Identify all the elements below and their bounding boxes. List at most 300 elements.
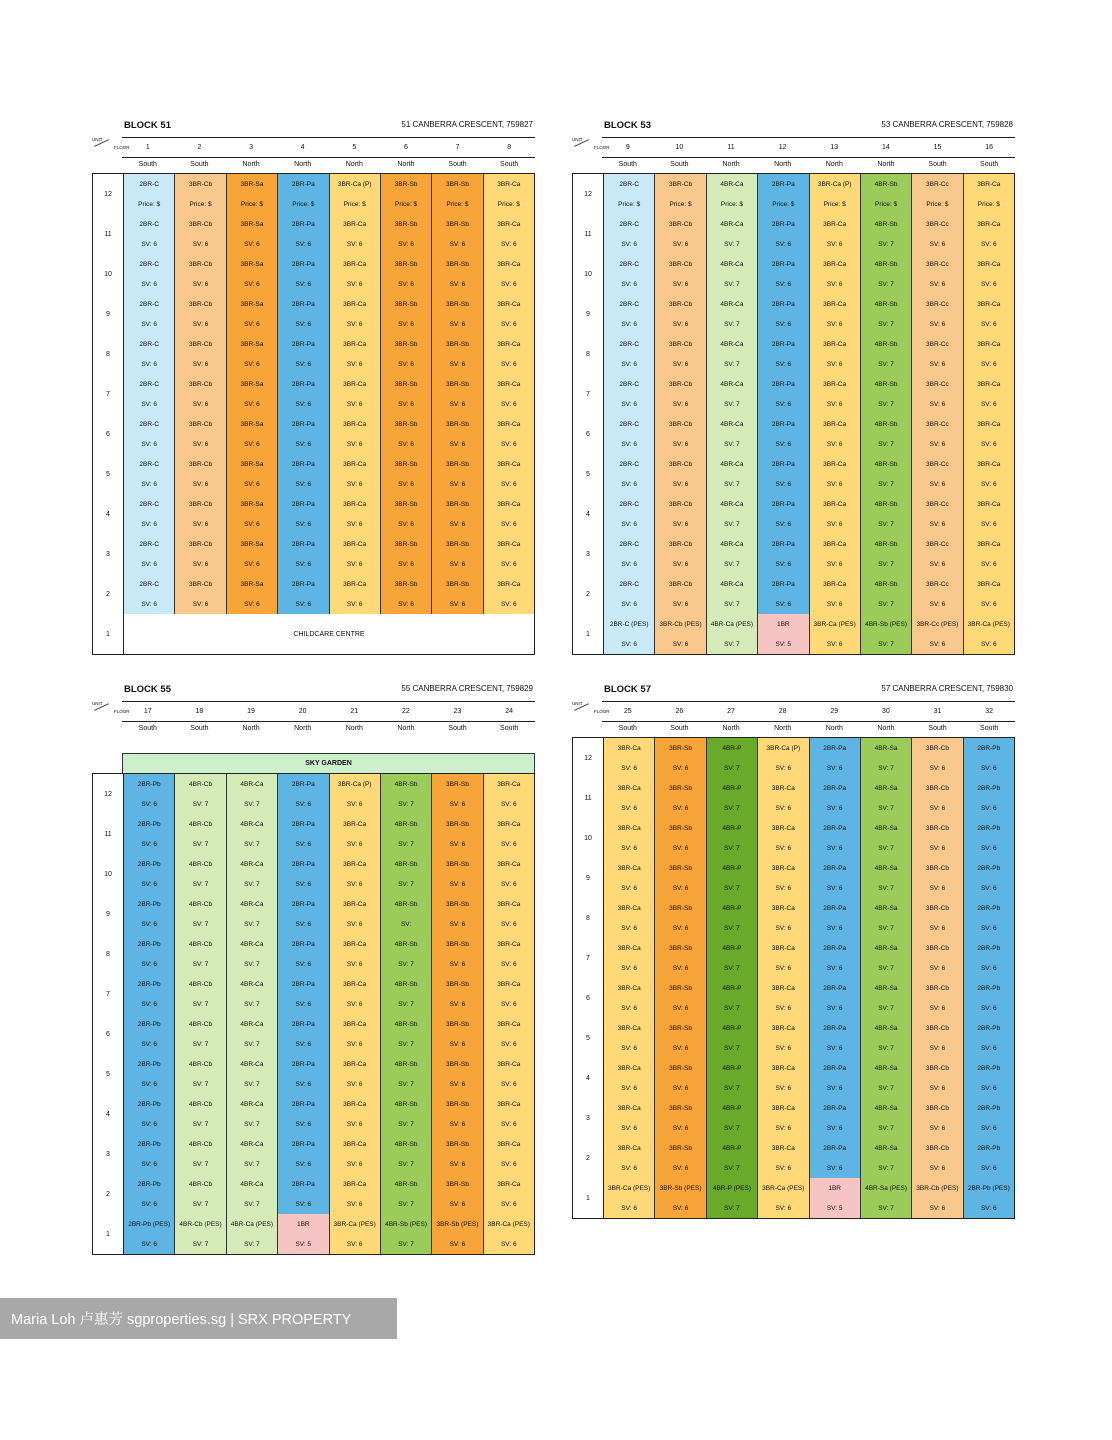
unit-type: 3BR-Ca (617, 1104, 641, 1112)
unit-cell (381, 454, 432, 494)
unit-cell (912, 1098, 963, 1138)
unit-cell (707, 454, 758, 494)
unit-sv: SV: 6 (826, 764, 843, 772)
unit-type: 2BR-Pb (PES) (967, 1184, 1010, 1192)
unit-type: 3BR-Sb (446, 860, 469, 868)
unit-cell (758, 1138, 809, 1178)
unit-type: 2BR-C (619, 580, 639, 588)
unit-type: 3BR-Cc (926, 260, 949, 268)
unit-type: 2BR-Pa (291, 1060, 315, 1068)
unit-type: 3BR-Ca (977, 420, 1001, 428)
unit-cell (707, 1018, 758, 1058)
unit-type: 3BR-Ca (823, 500, 847, 508)
unit-type: 3BR-Cb (925, 984, 949, 992)
unit-cell (484, 1094, 534, 1134)
unit-number: 7 (455, 144, 460, 151)
unit-type: 3BR-Sb (446, 540, 469, 548)
unit-number: 4 (300, 144, 305, 151)
floor-units (604, 738, 1014, 778)
unit-sv: SV: 6 (500, 1240, 517, 1248)
unit-cell (124, 334, 175, 374)
unit-type: 3BR-Sb (669, 1064, 692, 1072)
unit-sv: SV: 6 (621, 844, 638, 852)
unit-cell (707, 898, 758, 938)
childcare-centre: CHILDCARE CENTRE (124, 614, 534, 654)
unit-sv: SV: 6 (295, 880, 312, 888)
floor-row (93, 934, 534, 976)
unit-sv: SV: 6 (244, 240, 260, 248)
unit-cell (381, 974, 432, 1014)
unit-type: 4BR-Cb (189, 820, 213, 828)
unit-type: 4BR-Ca (720, 500, 744, 508)
unit-sv: SV: 7 (192, 1160, 209, 1168)
floor-units (124, 174, 534, 214)
unit-cell (810, 898, 861, 938)
unit-sv: SV: 7 (724, 480, 740, 488)
unit-cell (124, 214, 175, 254)
unit-type: 3BR-Cb (669, 580, 693, 588)
corner-unit-label: UNIT (572, 701, 583, 706)
unit-cell (484, 534, 534, 574)
unit-cell (912, 334, 963, 374)
unit-cell (484, 814, 534, 854)
floor-number: 5 (93, 454, 124, 494)
unit-number: 31 (933, 708, 942, 715)
unit-cell (707, 534, 758, 574)
unit-type: 3BR-Sb (669, 784, 692, 792)
floor-row (93, 1174, 534, 1216)
unit-sv: SV: 6 (672, 844, 689, 852)
unit-sv: SV: 6 (672, 1084, 689, 1092)
unit-type: 4BR-Sb (PES) (385, 1220, 428, 1228)
unit-type: 2BR-C (619, 540, 639, 548)
unit-type: 3BR-Ca (617, 1024, 641, 1032)
unit-cell (655, 1018, 706, 1058)
unit-type: 3BR-Sb (669, 744, 692, 752)
unit-cell (432, 414, 483, 454)
unit-sv: SV: 6 (826, 560, 843, 568)
unit-type: 3BR-Cb (189, 380, 213, 388)
floor-row (93, 974, 534, 1016)
unit-type: 4BR-P (PES) (712, 1184, 752, 1192)
unit-price: Price: $ (395, 200, 418, 208)
unit-sv: SV: 6 (398, 320, 414, 328)
unit-cell (227, 854, 278, 894)
unit-sv: SV: 6 (621, 1124, 638, 1132)
floor-number: 1 (93, 614, 124, 654)
unit-sv: SV: 6 (141, 520, 158, 528)
unit-sv: SV: 6 (500, 560, 517, 568)
unit-cell (175, 334, 226, 374)
facing-label: South (618, 161, 637, 168)
floor-number: 6 (93, 1014, 124, 1054)
unit-number: 20 (298, 708, 307, 715)
unit-sv: SV: 6 (621, 924, 638, 932)
unit-sv: SV: 6 (980, 844, 997, 852)
unit-sv: SV: 6 (980, 1044, 997, 1052)
floor-number: 2 (573, 574, 604, 614)
header-rule (602, 137, 1015, 138)
floor-row (573, 818, 1014, 860)
unit-type: 4BR-Sa (874, 824, 898, 832)
unit-cell (758, 858, 809, 898)
unit-sv: SV: 7 (244, 1160, 260, 1168)
unit-cell (432, 374, 483, 414)
unit-sv: SV: 6 (449, 1200, 466, 1208)
unit-type: 3BR-Ca (497, 980, 521, 988)
unit-sv: SV: 6 (398, 400, 414, 408)
unit-type: 1BR (828, 1184, 842, 1192)
unit-cell (604, 454, 655, 494)
unit-type: 3BR-Ca (617, 744, 641, 752)
unit-sv: SV: 6 (500, 840, 517, 848)
unit-type: 4BR-P (722, 1144, 742, 1152)
block-title: BLOCK 51 (124, 120, 171, 131)
unit-type: 3BR-Ca (823, 540, 847, 548)
unit-cell (432, 854, 483, 894)
unit-cell (810, 494, 861, 534)
facing-label: North (774, 725, 792, 732)
floor-number: 2 (573, 1138, 604, 1178)
unit-sv: SV: 6 (449, 1240, 466, 1248)
unit-cell (227, 374, 278, 414)
unit-sv: SV: 6 (980, 924, 997, 932)
unit-cell (964, 898, 1014, 938)
unit-sv: SV: 7 (244, 1120, 260, 1128)
unit-number: 10 (675, 144, 684, 151)
unit-sv: SV: 7 (244, 880, 260, 888)
unit-cell (227, 214, 278, 254)
unit-sv: SV: 6 (244, 280, 260, 288)
facing-label: North (825, 725, 843, 732)
block-address: 51 CANBERRA CRESCENT, 759827 (401, 120, 533, 129)
unit-cell (432, 254, 483, 294)
unit-type: 3BR-Sb (446, 580, 469, 588)
unit-sv: SV: 6 (775, 1004, 792, 1012)
corner-floor-label: FLOOR (114, 145, 130, 150)
unit-sv: SV: 6 (295, 1160, 312, 1168)
unit-type: 3BR-Ca (771, 1144, 795, 1152)
unit-type: 3BR-Sa (240, 580, 264, 588)
unit-cell (278, 454, 329, 494)
unit-sv: SV: 6 (621, 640, 638, 648)
unit-cell (484, 374, 534, 414)
unit-sv: SV: 6 (500, 320, 517, 328)
unit-cell (655, 938, 706, 978)
unit-grid (92, 773, 535, 1255)
floor-row (573, 174, 1014, 216)
unit-cell (124, 1214, 175, 1254)
unit-cell (655, 574, 706, 614)
unit-sv: SV: 6 (141, 880, 158, 888)
unit-type: 2BR-Pa (291, 940, 315, 948)
unit-cell (861, 1018, 912, 1058)
unit-cell (175, 174, 226, 214)
unit-type: 2BR-C (139, 580, 159, 588)
unit-sv: SV: 6 (826, 1004, 843, 1012)
unit-sv: SV: 6 (346, 600, 363, 608)
unit-sv: SV: 6 (141, 1240, 158, 1248)
unit-sv: SV: 6 (295, 320, 312, 328)
unit-cell (227, 1054, 278, 1094)
floor-row (93, 614, 534, 654)
unit-sv: SV: 6 (621, 1204, 638, 1212)
unit-cell (124, 254, 175, 294)
unit-type: 4BR-Sa (874, 1104, 898, 1112)
unit-sv: SV: 7 (878, 520, 894, 528)
unit-sv: SV: 7 (398, 1240, 414, 1248)
unit-cell (175, 1014, 226, 1054)
floor-units (604, 1098, 1014, 1138)
unit-sv: SV: 6 (295, 1200, 312, 1208)
unit-cell (964, 1098, 1014, 1138)
unit-sv: SV: 6 (826, 1084, 843, 1092)
unit-cell (484, 254, 534, 294)
floor-row (573, 574, 1014, 616)
unit-type: 3BR-Ca (823, 580, 847, 588)
unit-type: 2BR-Pa (291, 1020, 315, 1028)
floor-row (573, 1058, 1014, 1100)
floor-row (93, 414, 534, 456)
unit-sv: SV: 6 (929, 320, 946, 328)
unit-type: 2BR-Pb (137, 980, 161, 988)
unit-type: 3BR-Sb (394, 260, 418, 268)
floor-units (124, 254, 534, 294)
unit-type: 4BR-P (722, 744, 742, 752)
floor-units (604, 818, 1014, 858)
unit-sv: SV: 6 (244, 600, 260, 608)
unit-type: 4BR-Ca (240, 940, 264, 948)
floor-row (93, 334, 534, 376)
unit-type: 3BR-Ca (617, 784, 641, 792)
unit-cell (655, 898, 706, 938)
unit-type: 2BR-Pa (291, 180, 315, 188)
unit-type: 2BR-C (PES) (609, 620, 649, 628)
unit-cell (124, 454, 175, 494)
unit-sv: SV: 7 (878, 924, 894, 932)
unit-sv: SV: 7 (878, 1044, 894, 1052)
unit-type: 3BR-Ca (771, 864, 795, 872)
floor-units (604, 254, 1014, 294)
unit-type: 4BR-Ca (720, 220, 744, 228)
floor-units (604, 214, 1014, 254)
unit-cell (330, 534, 381, 574)
facing-label: North (345, 161, 363, 168)
unit-type: 4BR-Cb (PES) (179, 1220, 222, 1228)
floor-number: 10 (573, 818, 604, 858)
unit-sv: SV: 6 (192, 560, 209, 568)
unit-cell (604, 174, 655, 214)
unit-cell (278, 934, 329, 974)
unit-number: 22 (402, 708, 410, 715)
unit-type: 4BR-Ca (720, 340, 744, 348)
unit-cell (810, 414, 861, 454)
floor-number: 9 (573, 858, 604, 898)
unit-sv: SV: 6 (295, 360, 312, 368)
unit-type: 3BR-Sb (PES) (436, 1220, 479, 1228)
unit-cell (381, 534, 432, 574)
unit-cell (758, 1058, 809, 1098)
unit-type: 2BR-Pa (291, 860, 315, 868)
unit-cell (278, 1174, 329, 1214)
unit-sv: SV: 6 (672, 280, 689, 288)
unit-cell (381, 1054, 432, 1094)
unit-number: 24 (505, 708, 514, 715)
unit-type: 4BR-Sa (874, 904, 898, 912)
unit-cell (655, 858, 706, 898)
unit-type: 2BR-Pa (291, 420, 315, 428)
facing-label: North (294, 161, 312, 168)
unit-type: 4BR-Ca (PES) (230, 1220, 274, 1228)
unit-sv: SV: 6 (346, 320, 363, 328)
unit-sv: SV: 6 (775, 924, 792, 932)
floor-row (573, 1018, 1014, 1060)
unit-type: 4BR-Sb (394, 1060, 418, 1068)
unit-type: 2BR-Pa (823, 1024, 847, 1032)
facing-label: North (397, 161, 415, 168)
unit-sv: SV: 6 (398, 560, 414, 568)
unit-sv: SV: 6 (826, 400, 843, 408)
unit-type: 3BR-Ca (497, 500, 521, 508)
unit-cell (912, 1178, 963, 1218)
unit-cell (810, 614, 861, 654)
sky-garden-band: SKY GARDEN (122, 753, 535, 774)
unit-type: 3BR-Ca (343, 980, 367, 988)
unit-price: Price: $ (720, 200, 743, 208)
unit-cell (655, 1178, 706, 1218)
unit-type: 4BR-Ca (720, 580, 744, 588)
unit-type: 3BR-Sb (446, 940, 469, 948)
unit-sv: SV: 6 (980, 440, 997, 448)
unit-sv: SV: 6 (346, 800, 363, 808)
unit-type: 2BR-Pb (977, 904, 1001, 912)
unit-cell (707, 214, 758, 254)
unit-sv: SV: 6 (621, 764, 638, 772)
unit-sv: SV: 6 (929, 764, 946, 772)
unit-sv: SV: 6 (398, 600, 414, 608)
unit-cell (175, 294, 226, 334)
unit-type: 3BR-Sb (669, 944, 692, 952)
unit-sv: SV: 6 (141, 320, 158, 328)
unit-cell (175, 214, 226, 254)
header-rule (122, 137, 535, 138)
unit-cell (330, 1214, 381, 1254)
unit-type: 2BR-Pa (771, 500, 795, 508)
unit-sv: SV: 7 (398, 960, 414, 968)
unit-number: 26 (675, 708, 684, 715)
unit-cell (912, 294, 963, 334)
unit-type: 3BR-Cc (926, 300, 949, 308)
unit-type: 3BR-Ca (497, 900, 521, 908)
unit-sv: SV: 6 (775, 844, 792, 852)
unit-sv: SV: 6 (775, 1124, 792, 1132)
unit-type: 3BR-Cb (925, 1024, 949, 1032)
unit-cell (707, 294, 758, 334)
unit-sv: SV: 7 (724, 924, 740, 932)
facing-row (602, 725, 1015, 732)
unit-type: 4BR-Ca (720, 540, 744, 548)
unit-sv: SV: 7 (878, 360, 894, 368)
unit-cell (381, 774, 432, 814)
unit-cell (912, 414, 963, 454)
unit-type: 2BR-Pa (291, 260, 315, 268)
unit-type: 4BR-Sa (874, 1064, 898, 1072)
unit-cell (175, 534, 226, 574)
unit-sv: SV: 6 (295, 1040, 312, 1048)
unit-sv: SV: 6 (346, 880, 363, 888)
unit-sv: SV: 6 (980, 320, 997, 328)
unit-type: 3BR-Ca (823, 260, 847, 268)
unit-cell (604, 374, 655, 414)
unit-type: 4BR-Sb (874, 260, 898, 268)
unit-number-row (122, 144, 535, 151)
unit-cell (381, 174, 432, 214)
unit-sv: SV: 6 (192, 440, 209, 448)
unit-type: 3BR-Cb (669, 260, 693, 268)
unit-cell (432, 974, 483, 1014)
unit-sv: SV: 6 (192, 240, 209, 248)
floor-units (124, 214, 534, 254)
floor-row (93, 174, 534, 216)
unit-type: 4BR-Sb (394, 1180, 418, 1188)
unit-sv: SV: 6 (672, 360, 689, 368)
unit-type: 1BR (296, 1220, 310, 1228)
unit-sv: SV: 7 (398, 1040, 414, 1048)
unit-cell (227, 334, 278, 374)
unit-cell (758, 1098, 809, 1138)
unit-cell (227, 534, 278, 574)
unit-type: 4BR-Sa (874, 784, 898, 792)
unit-type: 4BR-Sa (874, 944, 898, 952)
floor-units (124, 534, 534, 574)
unit-cell (964, 334, 1014, 374)
unit-cell (381, 894, 432, 934)
unit-type: 2BR-Pb (977, 1144, 1001, 1152)
unit-cell (810, 534, 861, 574)
facing-label: North (722, 161, 740, 168)
unit-sv: SV: 6 (449, 600, 466, 608)
unit-type: 2BR-Pa (771, 260, 795, 268)
unit-type: 4BR-P (722, 1104, 742, 1112)
unit-sv: SV: 6 (621, 240, 638, 248)
unit-cell (278, 214, 329, 254)
unit-sv: SV: 6 (449, 400, 466, 408)
unit-grid (92, 173, 535, 655)
unit-type: 3BR-Ca (617, 944, 641, 952)
floor-units (604, 494, 1014, 534)
unit-cell (964, 978, 1014, 1018)
unit-sv: SV: 6 (449, 880, 466, 888)
unit-cell (707, 738, 758, 778)
unit-type: 3BR-Ca (977, 180, 1001, 188)
unit-type: 3BR-Ca (343, 900, 367, 908)
unit-sv: SV: 6 (775, 400, 792, 408)
floor-units (604, 858, 1014, 898)
unit-sv: SV: 6 (141, 240, 158, 248)
unit-type: 1BR (776, 620, 790, 628)
unit-type: 3BR-Ca (497, 1140, 521, 1148)
unit-sv: SV: 7 (724, 1164, 740, 1172)
unit-number: 8 (507, 144, 512, 151)
unit-sv: SV: 6 (621, 1004, 638, 1012)
unit-sv: SV: 6 (500, 1200, 517, 1208)
floor-units (124, 374, 534, 414)
unit-sv: SV: 7 (724, 440, 740, 448)
unit-type: 3BR-Sb (394, 540, 418, 548)
unit-sv: SV: 6 (500, 920, 517, 928)
floor-number: 1 (573, 614, 604, 654)
unit-type: 3BR-Cb (669, 340, 693, 348)
